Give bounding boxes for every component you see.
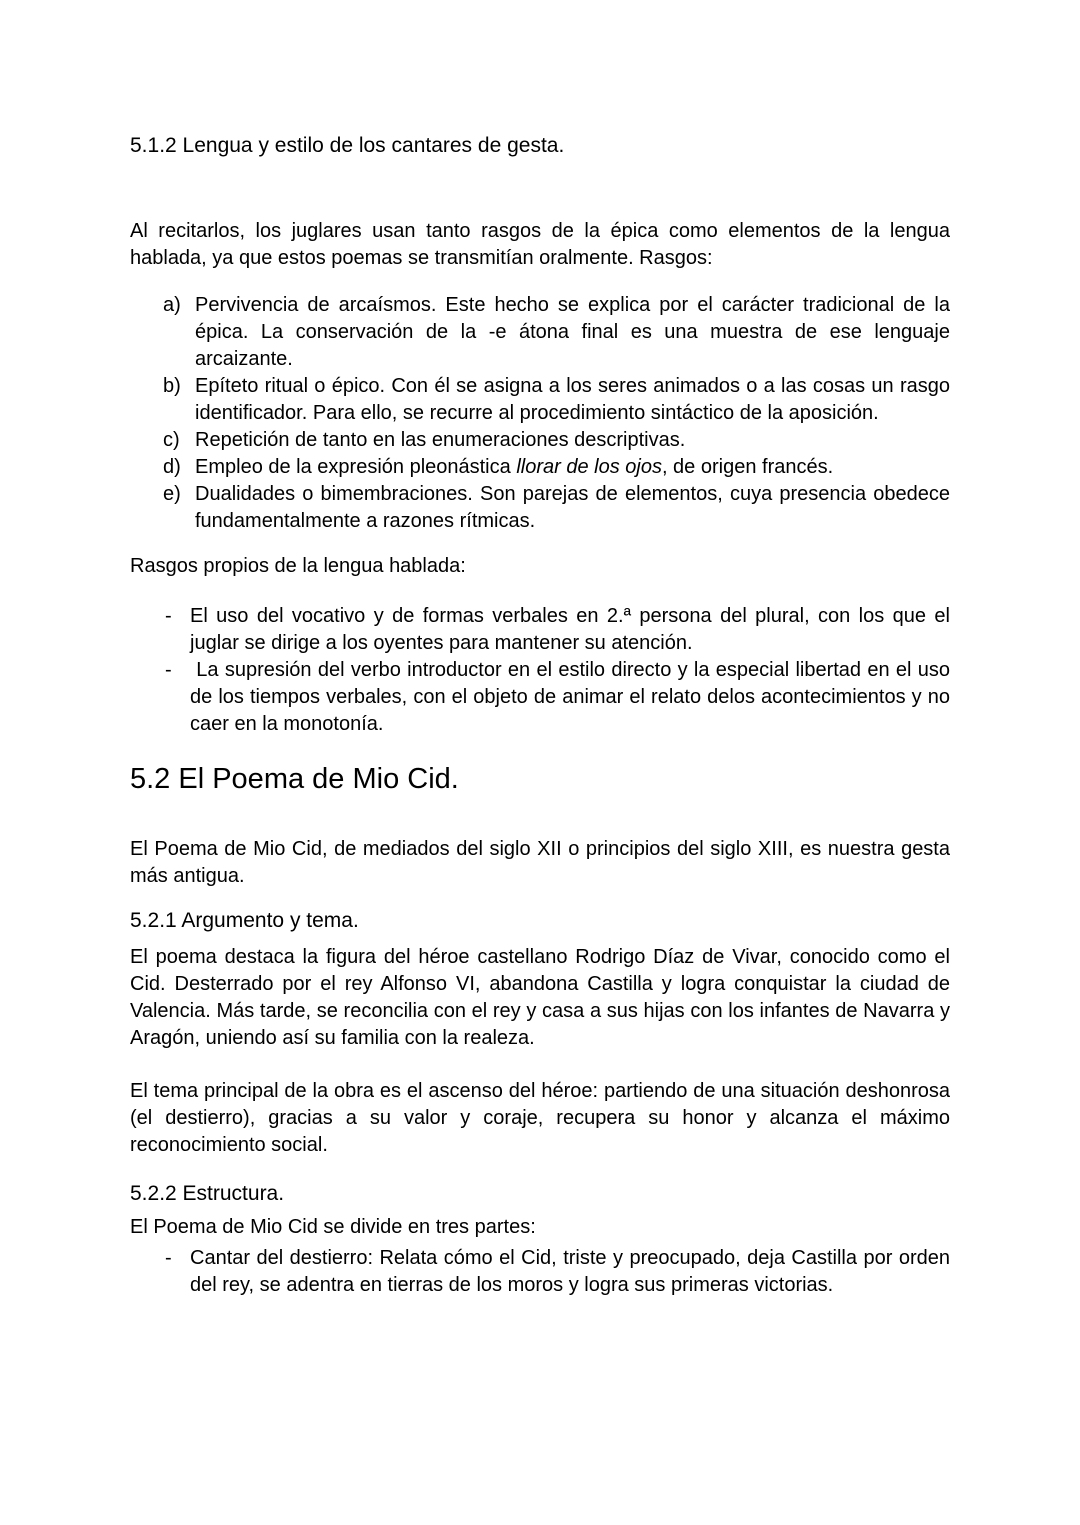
list-item-text (195, 456, 833, 478)
list-item-d (130, 454, 950, 481)
list-partes (130, 1245, 950, 1299)
heading-lengua-y-estilo: 5.1.2 Lengua y estilo de los cantares de gesta. (130, 134, 565, 157)
list-item-marker: b) (163, 375, 181, 397)
list-item-cantar-destierro (130, 1245, 950, 1299)
paragraph-rasgos-lengua-hablada-label: Rasgos propios de la lengua hablada: (130, 555, 466, 577)
paragraph-argumento: El poema destaca la figura del héroe castellano Rodrigo Díaz de Vivar, conocido como el Cid. Desterrado por el rey Alfonso VI, abandona Castilla y logra conquistar la ciudad de Valencia. Más tarde, se reconcilia con el rey y casa a sus hijas con los infantes de Navarra y Aragón, uniendo así su familia con la realeza. (130, 946, 950, 1049)
list-item-text: El uso del vocativo y de formas verbales en 2.ª persona del plural, con los que el juglar se dirige a los oyentes para mantener su atención. (190, 605, 950, 654)
list-item-vocativo (130, 603, 950, 657)
list-item-text: Repetición de tanto en las enumeraciones descriptivas. (195, 429, 686, 451)
list-item-supresion (130, 657, 950, 738)
list-item-e (130, 481, 950, 535)
heading-poema-de-mio-cid: 5.2 El Poema de Mio Cid. (130, 763, 459, 795)
list-item-marker: a) (163, 294, 181, 316)
paragraph-tema-principal: El tema principal de la obra es el ascenso del héroe: partiendo de una situación deshonrosa (el destierro), gracias a su valor y coraje, recupera su honor y alcanza el máximo reconocimiento social. (130, 1080, 950, 1156)
heading-estructura: 5.2.2 Estructura. (130, 1182, 285, 1205)
heading-argumento-y-tema: 5.2.1 Argumento y tema. (130, 909, 359, 932)
paragraph-poema-intro: El Poema de Mio Cid, de mediados del siglo XII o principios del siglo XIII, es nuestra gesta más antigua. (130, 838, 950, 887)
list-item-marker: - (165, 659, 172, 681)
list-rasgos-epica (130, 292, 950, 535)
list-item-a (130, 292, 950, 373)
list-item-marker: e) (163, 483, 181, 505)
list-item-marker: - (165, 1247, 172, 1269)
text-after-italic: , de origen francés. (661, 456, 834, 478)
list-item-b (130, 373, 950, 427)
text-before-italic: Empleo de la expresión pleonástica (195, 456, 517, 478)
italic-phrase: llorar de los ojos (516, 456, 662, 478)
list-rasgos-lengua-hablada (130, 603, 950, 738)
list-item-marker: c) (163, 429, 180, 451)
paragraph-rasgos-intro: Al recitarlos, los juglares usan tanto rasgos de la épica como elementos de la lengua hablada, ya que estos poemas se transmitían oralmente. Rasgos: (130, 220, 950, 269)
list-item-text: Pervivencia de arcaísmos. Este hecho se explica por el carácter tradicional de la épica. La conservación de la -e átona final es una muestra de ese lenguaje arcaizante. (195, 294, 950, 370)
list-item-text: Epíteto ritual o épico. Con él se asigna a los seres animados o a las cosas un rasgo identificador. Para ello, se recurre al procedimiento sintáctico de la aposición. (195, 375, 950, 424)
paragraph-estructura-intro: El Poema de Mio Cid se divide en tres partes: (130, 1216, 536, 1238)
list-item-text: Cantar del destierro: Relata cómo el Cid, triste y preocupado, deja Castilla por orden del rey, se adentra en tierras de los moros y logra sus primeras victorias. (190, 1247, 950, 1296)
list-item-c (130, 427, 950, 454)
list-item-text: Dualidades o bimembraciones. Son parejas de elementos, cuya presencia obedece fundamentalmente a razones rítmicas. (195, 483, 950, 532)
list-item-text: La supresión del verbo introductor en el estilo directo y la especial libertad en el uso de los tiempos verbales, con el objeto de animar el relato delos acontecimientos y no caer en la monotonía. (190, 659, 950, 735)
list-item-marker: d) (163, 456, 181, 478)
list-item-marker: - (165, 605, 172, 627)
